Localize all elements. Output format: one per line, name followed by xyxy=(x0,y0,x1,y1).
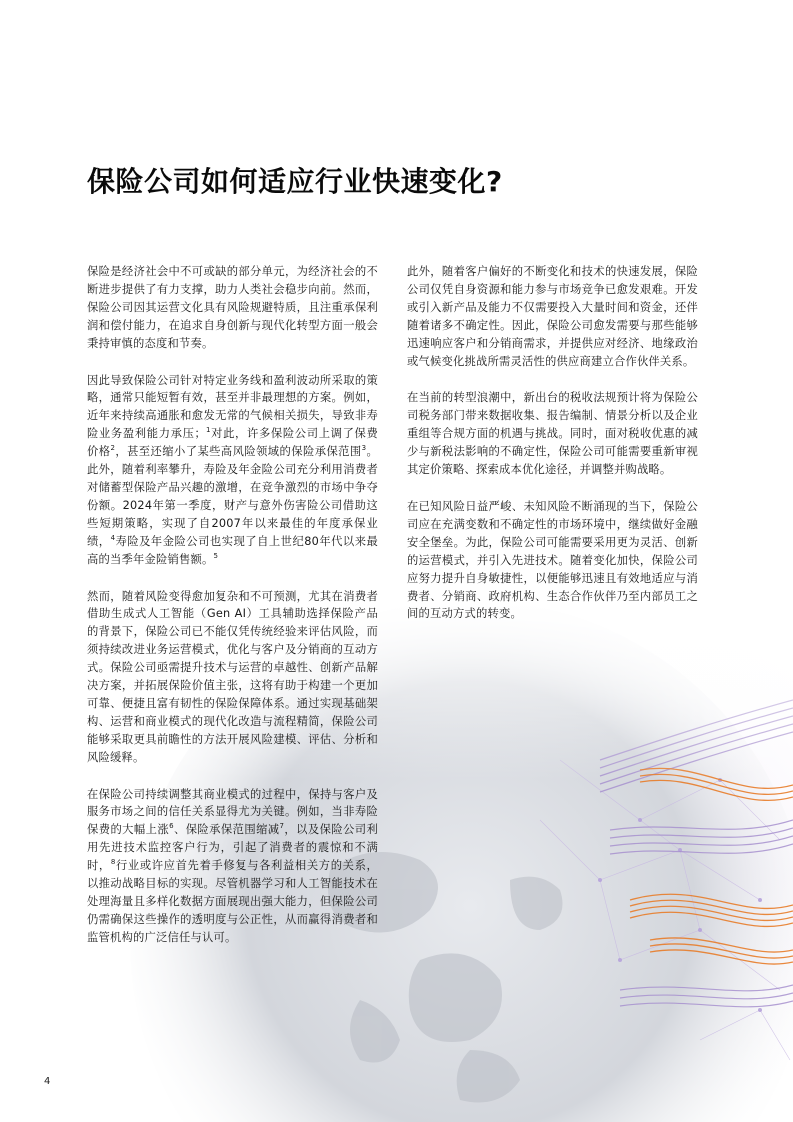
right-text-column xyxy=(407,263,698,642)
footnote-ref[interactable]: 4 xyxy=(110,533,116,542)
footnote-ref[interactable]: 8 xyxy=(110,858,116,867)
paragraph-text: ，以及保险公司利用先进技术监控客户行为，引起了消费者的震惊和不满时， xyxy=(87,823,378,873)
paragraph-text: 、保险承保范围缩减 xyxy=(173,823,280,837)
paragraph-text: 行业或许应首先着手修复与各利益相关方的关系，以推动战略目标的实现。尽管机器学习和人工智能技术在处理海量且多样化数据方面展现出强大能力，但保险公司仍需确保这些操作的透明度与公正性，从而赢得消费者和监管机构的广泛信任与认可。 xyxy=(87,859,379,944)
paragraph xyxy=(87,263,378,353)
footnote-ref[interactable]: 3 xyxy=(361,444,367,453)
paragraph-text: 然而，随着风险变得愈加复杂和不可预测，尤其在消费者借助生成式人工智能（Gen AI）工具辅助选择保险产品的背景下，保险公司已不能仅凭传统经验来评估风险，而须持续改进业务运营模式，优化与客户及分销商的互动方式。保险公司亟需提升技术与运营的卓越性、创新产品解决方案，并拓展保险价值主张，这将有助于构建一个更加可靠、便捷且富有韧性的保险保障体系。通过实现基础架构、运营和商业模式的现代化改造与流程精简，保险公司能够采取更具前瞻性的方法开展风险建模、评估、分析和风险缓释。 xyxy=(87,589,378,764)
footnote-ref[interactable]: 5 xyxy=(213,551,219,560)
footnote-ref[interactable]: 2 xyxy=(110,444,116,453)
paragraph xyxy=(87,786,378,947)
paragraph-text: 在已知风险日益严峻、未知风险不断涌现的当下，保险公司应在充满变数和不确定性的市场环境中，继续做好金融安全堡垒。为此，保险公司可能需要采用更为灵活、创新的运营模式，并引入先进技术。随着变化加快，保险公司应努力提升自身敏捷性，以便能够迅速且有效地适应与消费者、分销商、政府机构、生态合作伙伴乃至内部员工之间的互动方式的转变。 xyxy=(407,499,698,621)
paragraph-text: 对此，许多保险公司上调了保费价格 xyxy=(87,427,378,459)
footnote-ref[interactable]: 6 xyxy=(169,822,174,831)
paragraph xyxy=(407,498,698,623)
footnote-ref[interactable]: 1 xyxy=(206,426,211,435)
paragraph-text: 因此导致保险公司针对特定业务线和盈利波动所采取的策略，通常只能短暂有效，甚至并非最理想的方案。例如，近年来持续高通胀和愈发无常的气候相关损失，导致非寿险业务盈利能力承压； xyxy=(87,373,378,441)
paragraph xyxy=(407,389,698,479)
paragraph-text: ，甚至还缩小了某些高风险领域的保险承保范围 xyxy=(115,445,362,459)
left-text-column xyxy=(87,263,378,966)
paragraph-text: 寿险及年金险公司也实现了自上世纪80年代以来最高的当季年金险销售额。 xyxy=(87,534,378,566)
page-number: 4 xyxy=(44,1076,51,1087)
paragraph-text: 此外，随着客户偏好的不断变化和技术的快速发展，保险公司仅凭自身资源和能力参与市场竞争已愈发艰难。开发或引入新产品及能力不仅需要投入大量时间和资金，还伴随着诸多不确定性。因此，保险公司愈发需要与那些能够迅速响应客户和分销商需求，并提供应对经济、地缘政治或气候变化挑战所需灵活性的供应商建立合作伙伴关系。 xyxy=(407,265,698,368)
paragraph xyxy=(87,372,378,569)
paragraph-text: 在保险公司持续调整其商业模式的过程中，保持与客户及服务市场之间的信任关系显得尤为关键。例如，当非寿险保费的大幅上涨 xyxy=(87,787,378,837)
paragraph-text: 保险是经济社会中不可或缺的部分单元，为经济社会的不断进步提供了有力支撑，助力人类社会稳步向前。然而，保险公司因其运营文化具有风险规避特质，且注重承保利润和偿付能力，在追求自身创新与现代化转型方面一般会秉持审慎的态度和节奏。 xyxy=(87,265,378,350)
footnote-ref[interactable]: 7 xyxy=(279,822,285,831)
paragraph xyxy=(87,588,378,767)
page-title: 保险公司如何适应行业快速变化? xyxy=(87,165,503,198)
paragraph-text: 。此外，随着利率攀升，寿险及年金险公司充分利用消费者对储蓄型保险产品兴趣的激增，在竞争激烈的市场中争夺份额。2024年第一季度，财产与意外伤害险公司借助这些短期策略，实现了自2007年以来最佳的年度承保业绩， xyxy=(87,445,379,548)
paragraph xyxy=(407,263,698,370)
paragraph-text: 在当前的转型浪潮中，新出台的税收法规预计将为保险公司税务部门带来数据收集、报告编制、情景分析以及企业重组等合规方面的机遇与挑战。同时，面对税收优惠的减少与新税法影响的不确定性，保险公司可能需要重新审视其定价策略、探索成本优化途径，并调整并购战略。 xyxy=(407,391,698,477)
